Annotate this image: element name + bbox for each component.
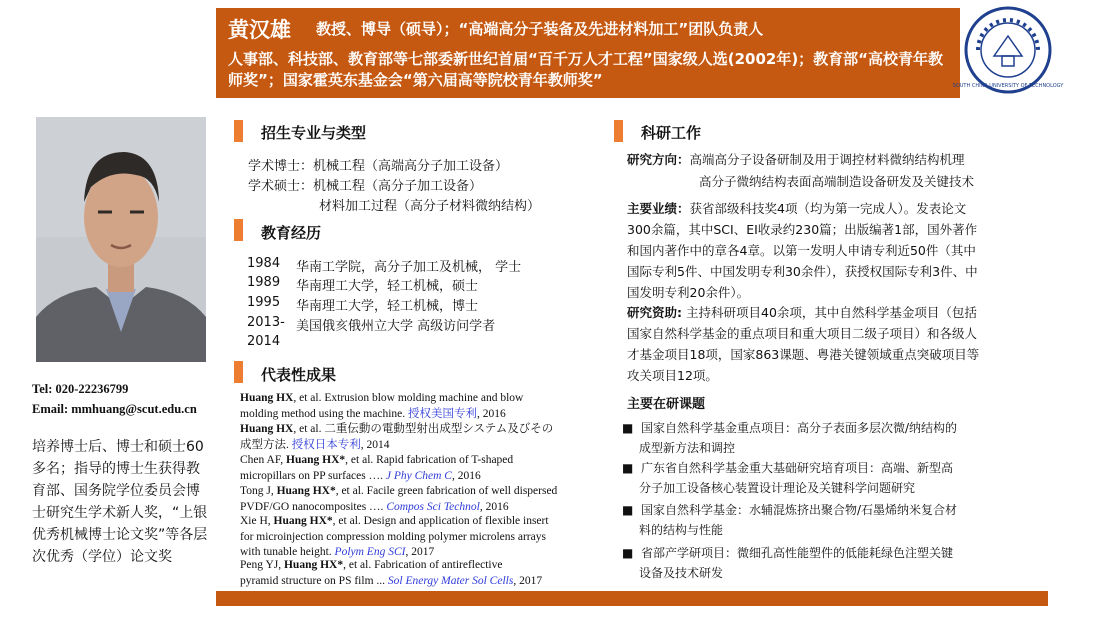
section-marker [234, 219, 243, 241]
section-marker [614, 120, 623, 142]
education-year: 1989 [247, 275, 281, 290]
logo-text: SOUTH CHINA UNIVERSITY OF TECHNOLOGY [952, 83, 1064, 89]
education-entry: 美国俄亥俄州立大学 高级访问学者 [296, 319, 496, 334]
person-name: 黄汉雄 [228, 18, 291, 42]
education-title: 教育经历 [261, 224, 322, 242]
education-entry: 华南理工大学，轻工机械，硕士 [296, 279, 479, 294]
publication-item: Peng YJ, Huang HX*, et al. Fabrication of antireflective pyramid structure on PS film ... Sol Energy Mater Sol Cells, 2017 [240, 559, 543, 587]
journal-link[interactable]: Sol Energy Mater Sol Cells [387, 574, 514, 587]
project-item: ■ 广东省自然科学基金重大基础研究培育项目：高端、新型高 分子加工设备核心装置设计理论及关键科学问题研究 [622, 461, 953, 495]
project-item: ■ 国家自然科学基金重点项目：高分子表面多层次微/纳结构的 成型新方法和调控 [622, 421, 958, 455]
section-marker [234, 361, 243, 383]
research-direction-2: 高分子微纳结构表面高端制造设备研发及关键技术 [699, 174, 975, 189]
enrollment-line: 学术硕士：机械工程（高分子加工设备） [248, 179, 483, 194]
patent-link[interactable]: 授权美国专利 [408, 407, 478, 420]
research-title: 科研工作 [641, 124, 702, 142]
achievements: 主要业绩：获省部级科技奖4项（均为第一完成人）。发表论文 300余篇，其中SCI、EI收录约230篇；出版编著1部，国外著作 和国内著作中的章各4章。以第一发明人申请专利近50件（其中 国际专利5件、中国发明专利30余件），获授权国际专利3件、中 国发明专利20余件）。 [627, 201, 978, 300]
journal-link[interactable]: J Phy Chem C [385, 469, 452, 482]
publications-title: 代表性成果 [261, 366, 337, 384]
publication-item: Chen AF, Huang HX*, et al. Rapid fabrication of T-shaped micropillars on PP surfaces …. J Phy Chem C, 2016 [240, 454, 514, 482]
education-year: 2014 [247, 334, 281, 349]
portrait-photo [36, 117, 206, 362]
footer-bar [216, 591, 1048, 606]
project-item: ■ 省部产学研项目：微细孔高性能塑件的低能耗绿色注塑关键 设备及技术研发 [622, 546, 953, 580]
person-titles: 教授、博导（硕导）；“高端高分子装备及先进材料加工”团队负责人 [316, 20, 764, 38]
journal-link[interactable]: Compos Sci Technol [386, 500, 480, 513]
journal-link[interactable]: Polym Eng SCI [334, 546, 406, 558]
enrollment-title: 招生专业与类型 [261, 124, 367, 142]
publication-item: Huang HX, et al. 二重伝動の電動型射出成型システム及びその 成型方法. 授权日本专利, 2014 [240, 423, 554, 451]
supervision-summary: 培养博士后、博士和硕士60多名；指导的博士生获得教育部、国务院学位委员会博士研究生学术新人奖，“上银优秀机械博士论文奖”等各层次优秀（学位）论文奖 [32, 439, 208, 565]
education-year: 1995 [247, 295, 281, 310]
project-item: ■ 国家自然科学基金：水辅混炼挤出聚合物/石墨烯纳米复合材 料的结构与性能 [622, 503, 958, 537]
research-direction: 研究方向：高端高分子设备研制及用于调控材料微纳结构机理 [627, 152, 965, 167]
contact-email[interactable]: Email: mmhuang@scut.edu.cn [32, 402, 197, 416]
contact-tel: Tel: 020-22236799 [32, 382, 129, 396]
direction-label: 研究方向： [627, 152, 690, 167]
education-year: 1984 [247, 256, 281, 271]
publication-item: Huang HX, et al. Extrusion blow molding machine and blow molding method using the machine. 授权美国专利, 2016 [240, 392, 524, 420]
education-entry: 华南工学院，高分子加工及机械， 学士 [296, 260, 522, 275]
projects-title: 主要在研课题 [627, 397, 706, 412]
section-marker [234, 120, 243, 142]
enrollment-line: 材料加工过程（高分子材料微纳结构） [319, 199, 541, 214]
funding: 研究资助: 主持科研项目40余项，其中自然科学基金项目（包括 国家自然科学基金的重点项目和重大项目二级子项目）和各级人 才基金项目18项，国家863课题、粤港关键领域重点突破项目等 攻关项目12项。 [627, 305, 980, 383]
education-entry: 华南理工大学，轻工机械，博士 [296, 299, 479, 314]
education-year: 2013- [247, 315, 285, 330]
university-seal-icon [952, 6, 1064, 94]
publication-item: Tong J, Huang HX*, et al. Facile green fabrication of well dispersed PVDF/GO nanocomposites …. Compos Sci Technol, 2016 [240, 485, 558, 513]
publication-item: Xie H, Huang HX*, et al. Design and application of flexible insert for microinjection compression molding polymer microlens arrays with tunable height. Polym Eng SCI, 2017 [240, 515, 549, 558]
person-honors: 人事部、科技部、教育部等七部委新世纪首届“百千万人才工程”国家级人选(2002年)；教育部“高校青年教师奖”；国家霍英东基金会“第六届高等院校青年教师奖” [228, 50, 944, 89]
enrollment-line: 学术博士：机械工程（高端高分子加工设备） [248, 159, 509, 174]
patent-link[interactable]: 授权日本专利 [291, 438, 361, 451]
